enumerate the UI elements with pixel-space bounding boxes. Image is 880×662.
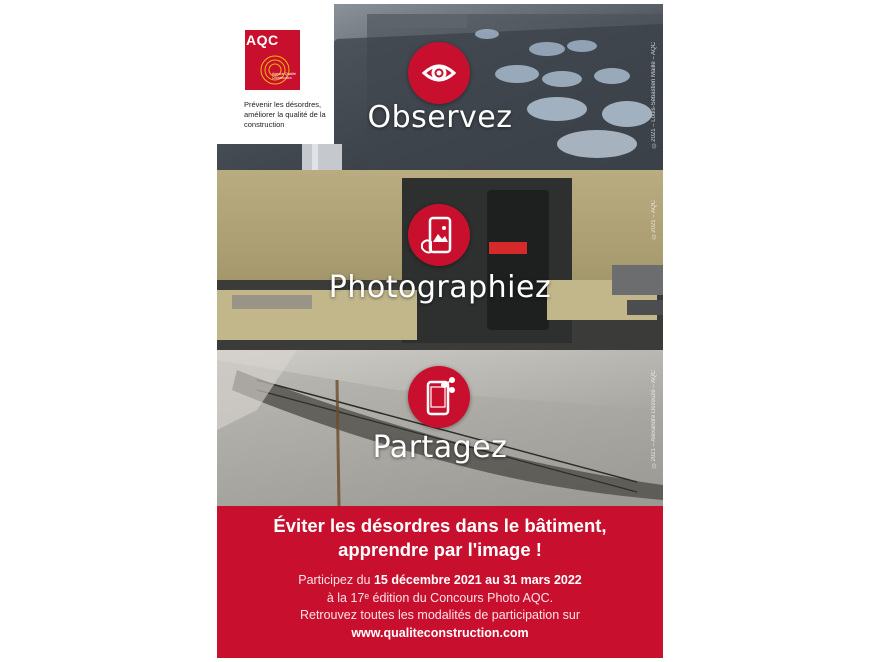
contest-dates: 15 décembre 2021 au 31 mars 2022: [373, 573, 582, 587]
edition-line: à la 17ᵉ édition du Concours Photo AQC.: [326, 590, 554, 605]
headline-line-1: Éviter les désordres dans le bâtiment,: [273, 515, 607, 536]
rules-line: Retrouvez toutes les modalités de participation sur: [299, 608, 580, 622]
contest-details: [217, 572, 663, 642]
photo-credit-2: ©2021 – AQC: [651, 200, 657, 239]
wall-photo-panel: [217, 170, 663, 350]
headline: [217, 514, 663, 562]
website-link[interactable]: www.qualiteconstruction.com: [351, 625, 529, 640]
poster: [217, 4, 663, 658]
phone-camera-icon: [408, 204, 470, 266]
roof-photo-panel: [217, 4, 663, 170]
step-title-observez: Observez: [367, 100, 513, 135]
dates-prefix: Participez du: [298, 573, 374, 587]
step-title-photographiez: Photographiez: [328, 270, 552, 305]
logo-brand: AQC: [246, 32, 279, 48]
step-title-partagez: Partagez: [372, 430, 508, 465]
eye-icon: [408, 42, 470, 104]
phone-share-icon: [408, 366, 470, 428]
contest-info-banner: [217, 506, 663, 658]
photo-credit-1: ©2021 – Louis-Sébastien Maillé – AQC: [651, 42, 657, 148]
logo-tagline: Prévenir les désordres, améliorer la qualité de la construction: [244, 100, 326, 129]
photo-credit-3: ©2021 – Alexandre Dezeuze – AQC: [651, 370, 657, 468]
headline-line-2: apprendre par l'image !: [338, 539, 542, 560]
concrete-photo-panel: [217, 350, 663, 506]
logo-subtitle: Agence Qualité Construction: [272, 72, 296, 80]
dates-line: [217, 572, 663, 590]
